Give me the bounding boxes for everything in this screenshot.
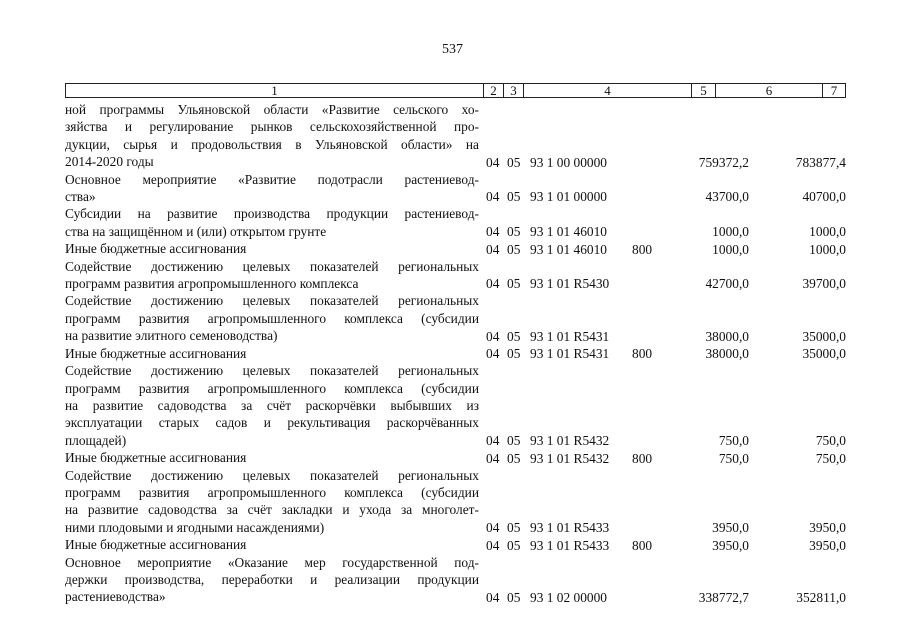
subsection-code: 05 <box>507 189 521 205</box>
target-article-code: 93 1 00 00000 <box>530 154 607 170</box>
subsection-code: 05 <box>507 589 521 605</box>
table-row <box>65 449 855 466</box>
row-codes <box>65 450 855 467</box>
header-col-7: 7 <box>822 84 845 97</box>
description-line: Субсидии на развитие производства продукции растениевод- <box>65 206 479 222</box>
header-col-4: 4 <box>523 84 691 97</box>
description-line: держки производства, переработки и реализации продукции <box>65 571 479 587</box>
description-line: ства» <box>65 189 96 205</box>
row-codes <box>65 328 855 345</box>
description-line: ства на защищённом и (или) открытом грунте <box>65 223 327 239</box>
table-row <box>65 362 855 449</box>
target-article-code: 93 1 01 R5430 <box>530 276 610 292</box>
table-header <box>65 83 846 98</box>
amount-col-7: 3950,0 <box>809 537 846 553</box>
amount-col-7: 1000,0 <box>809 224 846 240</box>
table-row <box>65 536 855 553</box>
description-line: Иные бюджетные ассигнования <box>65 537 247 553</box>
page-number: 537 <box>442 42 463 57</box>
table-row <box>65 554 855 606</box>
header-col-6: 6 <box>715 84 822 97</box>
row-codes <box>65 537 855 554</box>
amount-col-6: 338772,7 <box>698 589 749 605</box>
description-line: растениеводства» <box>65 589 166 605</box>
amount-col-6: 1000,0 <box>712 224 749 240</box>
description-line: дукции, сырья и продовольствия в Ульяновской области» на <box>65 136 479 152</box>
description-line: 2014-2020 годы <box>65 154 154 170</box>
target-article-code: 93 1 01 R5433 <box>530 537 610 553</box>
amount-col-6: 38000,0 <box>705 328 749 344</box>
section-code: 04 <box>486 328 500 344</box>
subsection-code: 05 <box>507 154 521 170</box>
row-codes <box>65 345 855 362</box>
target-article-code: 93 1 01 R5432 <box>530 450 610 466</box>
row-codes <box>65 223 855 240</box>
expense-type-code: 800 <box>632 537 653 553</box>
amount-col-7: 783877,4 <box>795 154 846 170</box>
section-code: 04 <box>486 433 500 449</box>
table-row <box>65 205 855 240</box>
description-line: Основное мероприятие «Оказание мер государственной под- <box>65 554 479 570</box>
subsection-code: 05 <box>507 241 521 257</box>
description-line: ними плодовыми и ягодными насаждениями) <box>65 519 325 535</box>
amount-col-7: 750,0 <box>815 450 846 466</box>
amount-col-6: 38000,0 <box>705 346 749 362</box>
amount-col-7: 3950,0 <box>809 520 846 536</box>
section-code: 04 <box>486 450 500 466</box>
expense-type-code: 800 <box>632 241 653 257</box>
header-col-1: 1 <box>271 83 278 98</box>
amount-col-7: 35000,0 <box>802 346 846 362</box>
target-article-code: 93 1 01 00000 <box>530 189 607 205</box>
description-line: на развитие садоводства за счёт закладки и ухода за многолет- <box>65 502 479 518</box>
subsection-code: 05 <box>507 433 521 449</box>
subsection-code: 05 <box>507 450 521 466</box>
table-row <box>65 240 855 257</box>
row-codes <box>65 154 855 171</box>
description-line: программ развития агропромышленного комплекса <box>65 276 359 292</box>
amount-col-6: 42700,0 <box>705 276 749 292</box>
row-codes <box>65 432 855 449</box>
amount-col-7: 35000,0 <box>802 328 846 344</box>
row-codes <box>65 188 855 205</box>
section-code: 04 <box>486 520 500 536</box>
description-line: эксплуатации старых садов и рекультивация раскорчёванных <box>65 415 479 431</box>
section-code: 04 <box>486 276 500 292</box>
target-article-code: 93 1 01 R5432 <box>530 433 610 449</box>
table-row <box>65 345 855 362</box>
description-line: Содействие достижению целевых показателей региональных <box>65 467 479 483</box>
amount-col-6: 3950,0 <box>712 537 749 553</box>
description-line: Содействие достижению целевых показателей региональных <box>65 363 479 379</box>
row-codes <box>65 519 855 536</box>
amount-col-7: 352811,0 <box>796 589 846 605</box>
description-line: Содействие достижению целевых показателей региональных <box>65 258 479 274</box>
target-article-code: 93 1 01 R5433 <box>530 520 610 536</box>
subsection-code: 05 <box>507 537 521 553</box>
subsection-code: 05 <box>507 224 521 240</box>
table-row <box>65 101 855 171</box>
table-row <box>65 292 855 344</box>
target-article-code: 93 1 01 R5431 <box>530 346 610 362</box>
row-codes <box>65 241 855 258</box>
description-line: Основное мероприятие «Развитие подотрасли растениевод- <box>65 171 479 187</box>
expense-type-code: 800 <box>632 450 653 466</box>
table-row <box>65 467 855 537</box>
description-line: площадей) <box>65 432 127 448</box>
description-line: программ развития агропромышленного комплекса (субсидии <box>65 310 479 326</box>
amount-col-6: 759372,2 <box>698 154 749 170</box>
target-article-code: 93 1 02 00000 <box>530 589 607 605</box>
section-code: 04 <box>486 346 500 362</box>
description-line: зяйства и регулирование рынков сельскохозяйственной про- <box>65 119 479 135</box>
amount-col-7: 750,0 <box>815 433 846 449</box>
header-col-3: 3 <box>503 84 523 97</box>
amount-col-7: 1000,0 <box>809 241 846 257</box>
description-line: на развитие садоводства за счёт раскорчёвки выбывших из <box>65 397 479 413</box>
description-line: программ развития агропромышленного комплекса (субсидии <box>65 484 479 500</box>
subsection-code: 05 <box>507 328 521 344</box>
description-line: Иные бюджетные ассигнования <box>65 450 247 466</box>
amount-col-6: 43700,0 <box>705 189 749 205</box>
section-code: 04 <box>486 224 500 240</box>
table-body <box>65 101 855 606</box>
section-code: 04 <box>486 589 500 605</box>
subsection-code: 05 <box>507 520 521 536</box>
description-line: Иные бюджетные ассигнования <box>65 241 247 257</box>
description-line: ной программы Ульяновской области «Развитие сельского хо- <box>65 102 479 117</box>
amount-col-6: 750,0 <box>718 450 749 466</box>
expense-type-code: 800 <box>632 346 653 362</box>
amount-col-7: 39700,0 <box>802 276 846 292</box>
amount-col-6: 3950,0 <box>712 520 749 536</box>
target-article-code: 93 1 01 R5431 <box>530 328 610 344</box>
row-codes <box>65 275 855 292</box>
header-col-2: 2 <box>483 84 503 97</box>
description-line: Содействие достижению целевых показателей региональных <box>65 293 479 309</box>
description-line: на развитие элитного семеноводства) <box>65 328 278 344</box>
amount-col-7: 40700,0 <box>802 189 846 205</box>
section-code: 04 <box>486 154 500 170</box>
amount-col-6: 1000,0 <box>712 241 749 257</box>
section-code: 04 <box>486 189 500 205</box>
header-col-5: 5 <box>691 84 715 97</box>
section-code: 04 <box>486 537 500 553</box>
description-line: программ развития агропромышленного комплекса (субсидии <box>65 380 479 396</box>
description-line: Иные бюджетные ассигнования <box>65 345 247 361</box>
section-code: 04 <box>486 241 500 257</box>
table-row <box>65 258 855 293</box>
subsection-code: 05 <box>507 276 521 292</box>
subsection-code: 05 <box>507 346 521 362</box>
table-row <box>65 171 855 206</box>
row-codes <box>65 589 855 606</box>
amount-col-6: 750,0 <box>718 433 749 449</box>
target-article-code: 93 1 01 46010 <box>530 224 607 240</box>
target-article-code: 93 1 01 46010 <box>530 241 607 257</box>
